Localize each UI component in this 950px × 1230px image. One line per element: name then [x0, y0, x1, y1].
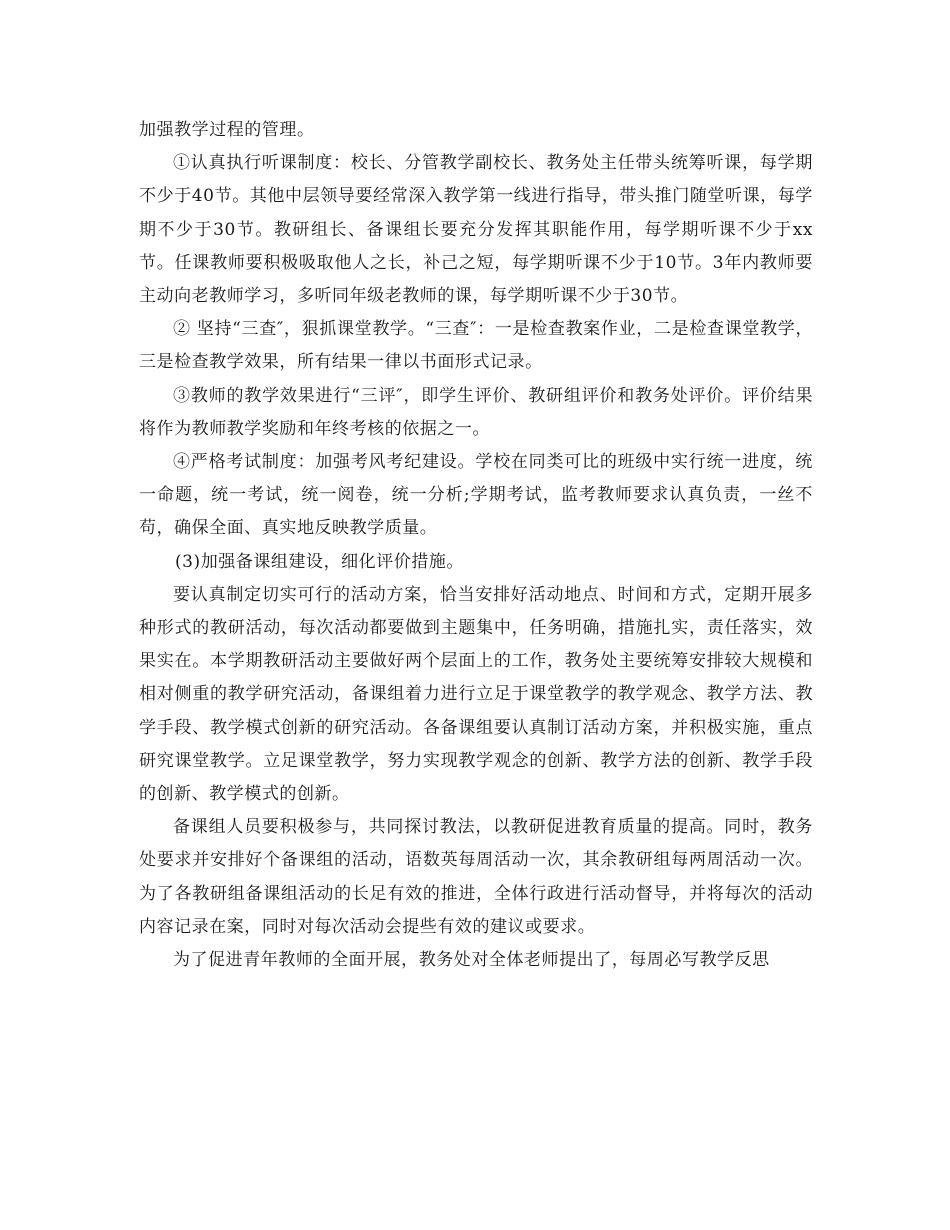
paragraph-three-checks: ② 坚持“三查″，狠抓课堂教学。“三查″：一是检查教案作业，二是检查课堂教学，三是检查教学效果，所有结果一律以书面形式记录。 [139, 319, 813, 373]
paragraph-lecture-system: ①认真执行听课制度：校长、分管教学副校长、教务处主任带头统筹听课，每学期不少于40节。其他中层领导要经常深入教学第一线进行指导，带头推门随堂听课，每学期不少于30节。教研组长、备课组长要充分发挥其职能作用，每学期听课不少于xx节。任课教师要积极吸取他人之长，补己之短，每学期听课不少于10节。3年内教师要主动向老教师学习，多听同年级老教师的课，每学期听课不少于30节。 [139, 153, 813, 307]
paragraph-exam-system: ④严格考试制度：加强考风考纪建设。学校在同类可比的班级中实行统一进度，统一命题，统一考试，统一阅卷，统一分析;学期考试，监考教师要求认真负责，一丝不苟，确保全面、真实地反映教学质量。 [139, 452, 813, 539]
paragraph-young-teachers: 为了促进青年教师的全面开展，教务处对全体老师提出了，每周必写教学反思 [173, 950, 770, 971]
paragraph-three-evaluations: ③教师的教学效果进行“三评″，即学生评价、教研组评价和教务处评价。评价结果将作为教师教学奖励和年终考核的依据之一。 [139, 385, 813, 439]
paragraph-continuation: 加强教学过程的管理。 [139, 120, 315, 140]
paragraph-section-heading: (3)加强备课组建设，细化评价措施。 [175, 551, 464, 572]
document-body [139, 114, 813, 977]
paragraph-group-participation: 备课组人员要积极参与，共同探讨教法，以教研促进教育质量的提高。同时，教务处要求并安排好个备课组的活动，语数英每周活动一次，其余教研组每两周活动一次。为了各教研组备课组活动的长足有效的推进，全体行政进行活动督导，并将每次的活动内容记录在案，同时对每次活动会提些有效的建议或要求。 [139, 817, 813, 937]
paragraph-activity-plan: 要认真制定切实可行的活动方案，恰当安排好活动地点、时间和方式，定期开展多种形式的教研活动，每次活动都要做到主题集中，任务明确，措施扎实，责任落实，效果实在。本学期教研活动主要做好两个层面上的工作，教务处主要统筹安排较大规模和相对侧重的教学研究活动，备课组着力进行立足于课堂教学的教学观念、教学方法、教学手段、教学模式创新的研究活动。各备课组要认真制订活动方案，并积极实施，重点研究课堂教学。立足课堂教学，努力实现教学观念的创新、教学方法的创新、教学手段的创新、教学模式的创新。 [139, 584, 813, 805]
